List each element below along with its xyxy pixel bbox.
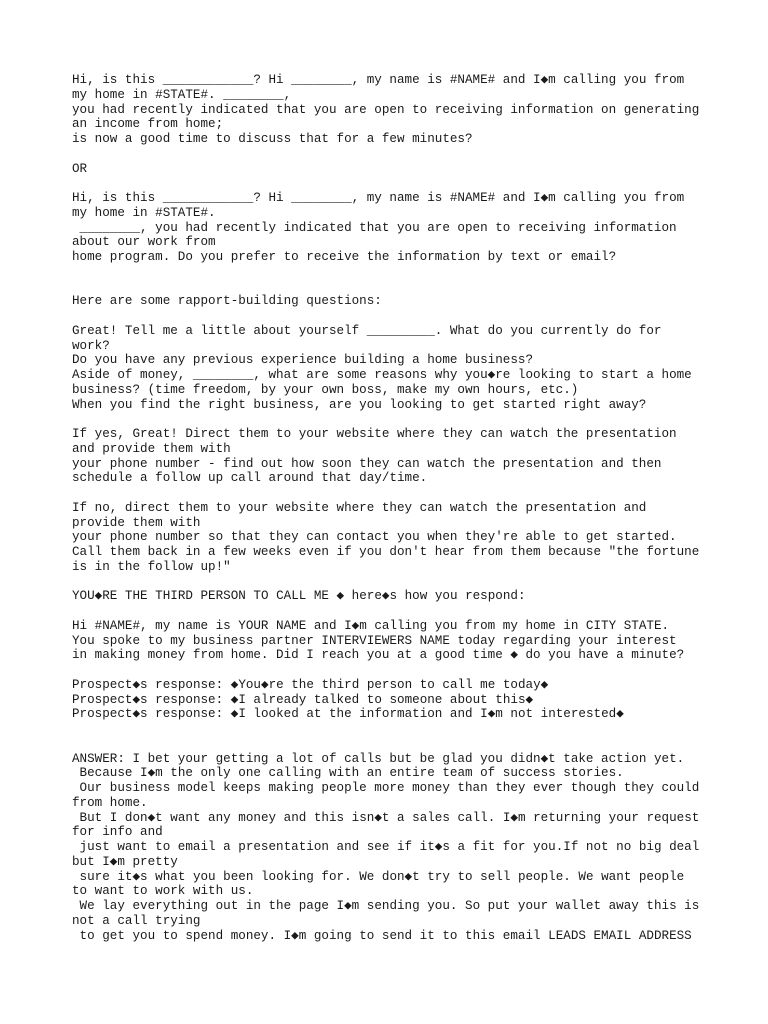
text-line: just want to email a presentation and see if it◆s a fit for you.If not no big deal (72, 840, 700, 854)
text-line: OR (72, 161, 88, 176)
text-line: your phone number - find out how soon they can watch the presentation and then (72, 456, 662, 471)
text-line: you had recently indicated that you are open to receiving information on generating (72, 102, 700, 117)
text-line: Call them back in a few weeks even if you don't hear from them because "the fortune (72, 545, 700, 559)
text-line: Aside of money, ________, what are some reasons why you◆re looking to start a home (72, 368, 692, 382)
text-line: schedule a follow up call around that day/time. (72, 471, 428, 486)
blank-line (72, 486, 702, 501)
text-line: to want to work with us. (72, 884, 254, 899)
text-line: my home in #STATE#. (72, 205, 216, 220)
blank-line (72, 265, 702, 280)
text-line: from home. (72, 795, 148, 810)
blank-line (72, 663, 702, 678)
text-line: and provide them with (72, 441, 231, 456)
text-line: for info and (72, 825, 163, 840)
text-line: Hi #NAME#, my name is YOUR NAME and I◆m calling you from my home in CITY STATE. (72, 618, 670, 633)
text-line: If no, direct them to your website where they can watch the presentation and (72, 500, 647, 515)
blank-line (72, 575, 702, 590)
blank-line (72, 176, 702, 191)
blank-line (72, 737, 702, 752)
text-line: Because I◆m the only one calling with an entire team of success stories. (72, 766, 624, 781)
text-line: Our business model keeps making people more money than they ever though they could (72, 781, 700, 795)
text-line: Hi, is this ____________? Hi ________, my name is #NAME# and I◆m calling you from (72, 73, 685, 87)
text-line: Prospect◆s response: ◆I looked at the information and I◆m not interested◆ (72, 707, 624, 722)
text-line: not a call trying (72, 913, 201, 928)
text-line: Do you have any previous experience building a home business? (72, 353, 534, 368)
blank-line (72, 309, 702, 324)
blank-line (72, 722, 702, 737)
text-line: ________, you had recently indicated that you are open to receiving information (72, 220, 677, 235)
text-line: business? (time freedom, by your own boss, make my own hours, etc.) (72, 382, 579, 397)
text-line: But I don◆t want any money and this isn◆t a sales call. I◆m returning your request (72, 810, 700, 825)
text-line: Great! Tell me a little about yourself _________. What do you currently do for (72, 323, 662, 338)
text-line: Here are some rapport-building questions: (72, 294, 382, 309)
text-line: my home in #STATE#. ________, (72, 87, 292, 102)
text-line: work? (72, 338, 110, 353)
blank-line (72, 604, 702, 619)
text-line: but I◆m pretty (72, 854, 178, 869)
text-line: We lay everything out in the page I◆m sending you. So put your wallet away this is (72, 899, 700, 913)
text-line: YOU◆RE THE THIRD PERSON TO CALL ME ◆ here◆s how you respond: (72, 589, 526, 604)
text-line: When you find the right business, are you looking to get started right away? (72, 397, 647, 412)
text-line: ANSWER: I bet your getting a lot of calls but be glad you didn◆t take action yet. (72, 751, 685, 766)
blank-line (72, 147, 702, 162)
text-line: home program. Do you prefer to receive the information by text or email? (72, 250, 617, 264)
blank-line (72, 412, 702, 427)
text-line: provide them with (72, 515, 201, 530)
text-line: Hi, is this ____________? Hi ________, my name is #NAME# and I◆m calling you from (72, 191, 685, 205)
text-line: Prospect◆s response: ◆I already talked to someone about this◆ (72, 692, 534, 707)
text-line: to get you to spend money. I◆m going to send it to this email LEADS EMAIL ADDRESS (72, 928, 692, 943)
text-line: an income from home; (72, 117, 224, 132)
blank-line (72, 280, 702, 295)
text-line: Prospect◆s response: ◆You◆re the third person to call me today◆ (72, 677, 549, 692)
text-line: You spoke to my business partner INTERVIEWERS NAME today regarding your interest (72, 633, 677, 648)
text-line: your phone number so that they can contact you when they're able to get started. (72, 530, 677, 545)
text-line: in making money from home. Did I reach you at a good time ◆ do you have a minute? (72, 648, 685, 663)
text-line: is now a good time to discuss that for a few minutes? (72, 132, 473, 146)
text-line: about our work from (72, 235, 216, 250)
text-line: sure it◆s what you been looking for. We don◆t try to sell people. We want people (72, 869, 685, 884)
document-body (72, 73, 702, 943)
text-line: is in the follow up!" (72, 559, 231, 574)
text-line: If yes, Great! Direct them to your website where they can watch the presentation (72, 427, 677, 441)
